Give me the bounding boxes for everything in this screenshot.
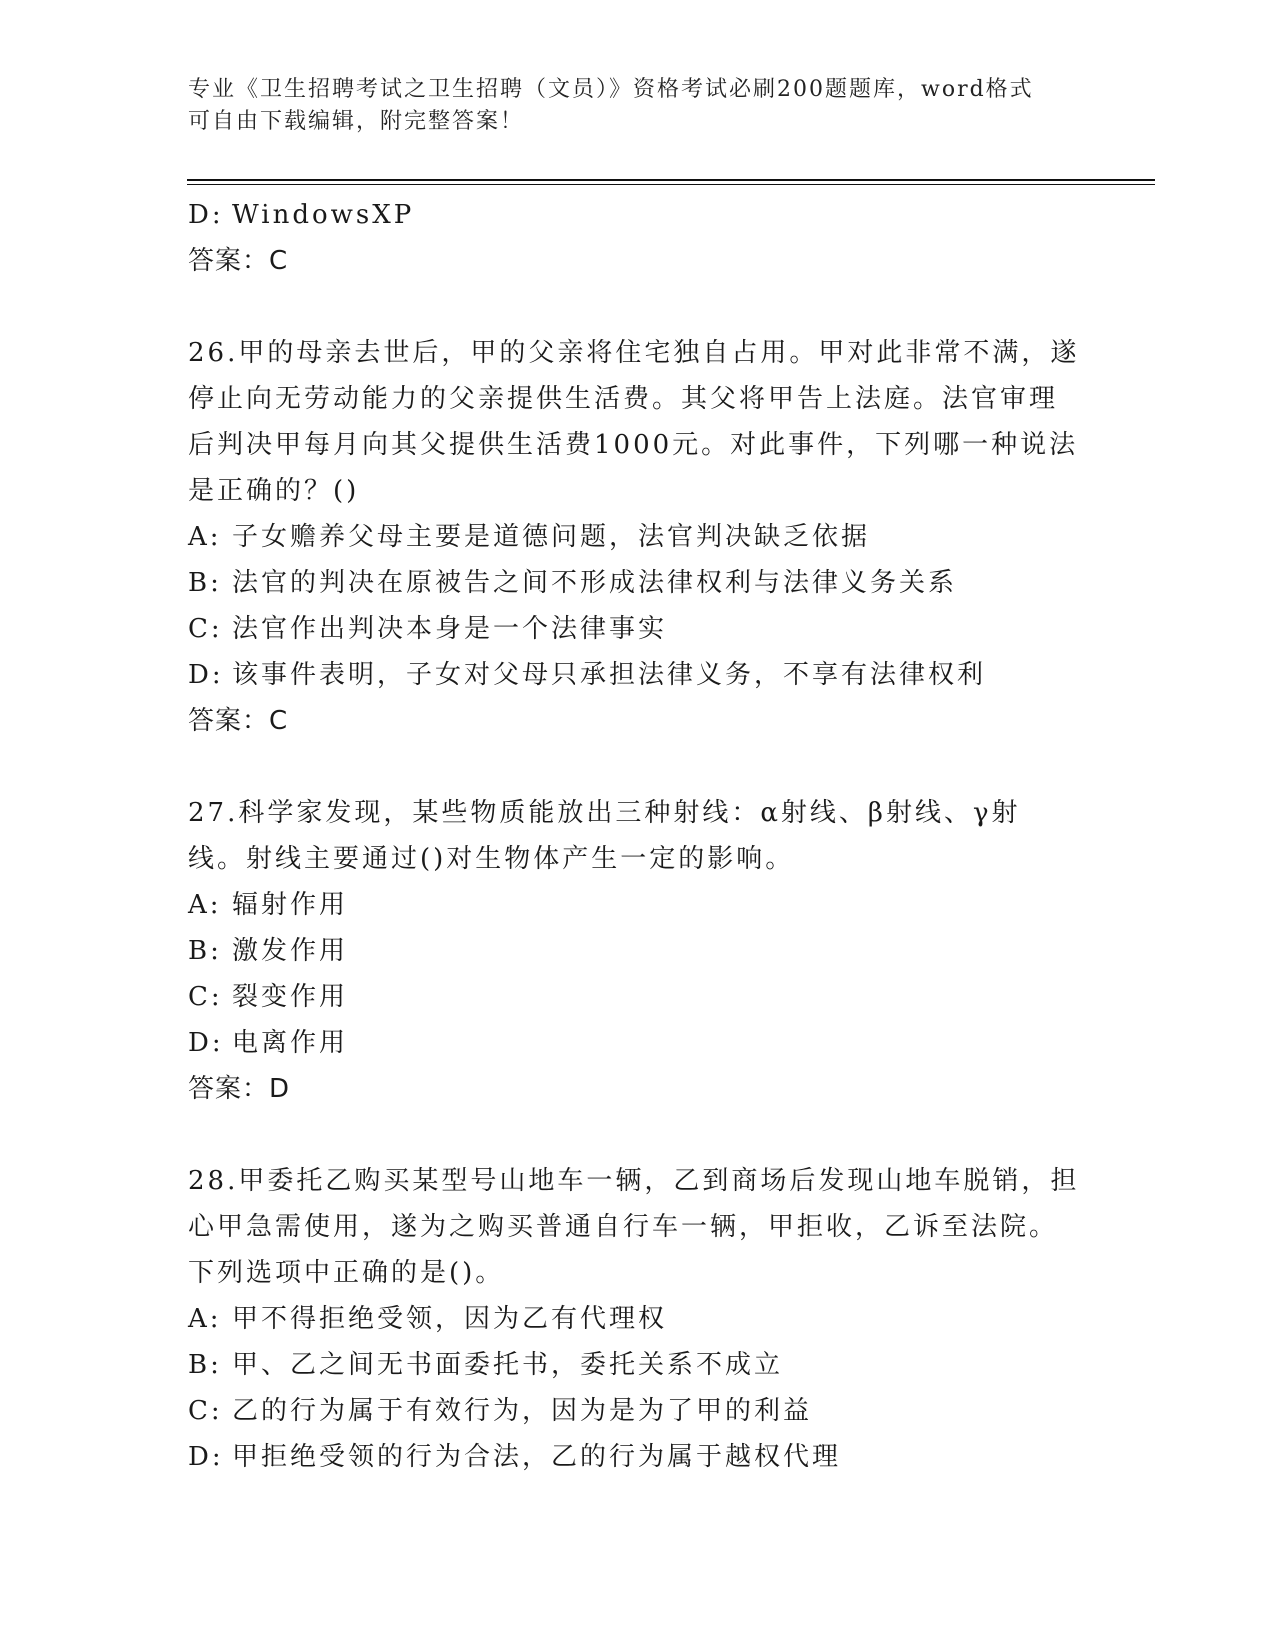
- header-rule-thin: [187, 184, 1155, 185]
- spacer: [188, 744, 1068, 790]
- option-text: 激发作用: [232, 936, 349, 966]
- option-c: [188, 1388, 1068, 1434]
- option-label: B:: [188, 936, 222, 966]
- question-stem-line: 是正确的？(): [188, 476, 360, 506]
- option-text: WindowsXP: [232, 200, 415, 230]
- option-b: [188, 560, 1068, 606]
- option-text: 该事件表明，子女对父母只承担法律义务，不享有法律权利: [232, 660, 987, 690]
- question-stem-line: 心甲急需使用，遂为之购买普通自行车一辆，甲拒收，乙诉至法院。: [188, 1212, 1059, 1242]
- option-text: 甲拒绝受领的行为合法，乙的行为属于越权代理: [232, 1442, 842, 1472]
- option-label: A:: [188, 522, 222, 552]
- option-label: B:: [188, 568, 222, 598]
- option-text: 电离作用: [232, 1028, 349, 1058]
- answer: 答案：D: [188, 1074, 291, 1104]
- option-b: [188, 1342, 1068, 1388]
- option-label: D:: [188, 200, 224, 230]
- option-a: [188, 1296, 1068, 1342]
- option-d: [188, 652, 1068, 698]
- option-text: 乙的行为属于有效行为，因为是为了甲的利益: [232, 1396, 813, 1426]
- option-label: D:: [188, 1028, 224, 1058]
- question-27: [188, 790, 1068, 1112]
- option-text: 甲不得拒绝受领，因为乙有代理权: [232, 1304, 668, 1334]
- option-a: [188, 882, 1068, 928]
- option-text: 法官作出判决本身是一个法律事实: [232, 614, 668, 644]
- option-label: A:: [188, 890, 222, 920]
- option-text: 甲、乙之间无书面委托书，委托关系不成立: [232, 1350, 784, 1380]
- question-stem-line: 线。射线主要通过()对生物体产生一定的影响。: [188, 844, 795, 874]
- page-header: [188, 74, 1068, 138]
- spacer: [188, 284, 1068, 330]
- option-c: [188, 606, 1068, 652]
- question-stem-line: 27.科学家发现，某些物质能放出三种射线：α射线、β射线、γ射: [188, 798, 1021, 828]
- header-line-2: 可自由下载编辑，附完整答案！: [188, 109, 525, 134]
- question-stem-line: 下列选项中正确的是()。: [188, 1258, 505, 1288]
- question-content: [188, 192, 1080, 1480]
- option-a: [188, 514, 1068, 560]
- header-rule-thick: [187, 179, 1155, 181]
- option-c: [188, 974, 1068, 1020]
- question-26: [188, 330, 1080, 744]
- answer: 答案：C: [188, 706, 289, 736]
- option-text: 子女赡养父母主要是道德问题，法官判决缺乏依据: [232, 522, 871, 552]
- prev-option-d: [188, 192, 1068, 238]
- question-stem-line: 28.甲委托乙购买某型号山地车一辆，乙到商场后发现山地车脱销，担: [188, 1166, 1080, 1196]
- option-label: C:: [188, 1396, 223, 1426]
- option-label: C:: [188, 614, 223, 644]
- option-text: 辐射作用: [232, 890, 349, 920]
- option-b: [188, 928, 1068, 974]
- option-d: [188, 1020, 1068, 1066]
- option-d: [188, 1434, 1068, 1480]
- option-text: 法官的判决在原被告之间不形成法律权利与法律义务关系: [232, 568, 958, 598]
- option-label: B:: [188, 1350, 222, 1380]
- option-label: D:: [188, 1442, 224, 1472]
- option-label: D:: [188, 660, 224, 690]
- question-stem-line: 停止向无劳动能力的父亲提供生活费。其父将甲告上法庭。法官审理: [188, 384, 1059, 414]
- prev-answer: 答案：C: [188, 246, 289, 276]
- question-stem-line: 后判决甲每月向其父提供生活费1000元。对此事件，下列哪一种说法: [188, 430, 1079, 460]
- option-label: A:: [188, 1304, 222, 1334]
- option-text: 裂变作用: [232, 982, 349, 1012]
- option-label: C:: [188, 982, 223, 1012]
- header-line-1: 专业《卫生招聘考试之卫生招聘（文员）》资格考试必刷200题题库，word格式: [188, 77, 1034, 102]
- spacer: [188, 1112, 1068, 1158]
- question-28: [188, 1158, 1080, 1480]
- question-stem-line: 26.甲的母亲去世后，甲的父亲将住宅独自占用。甲对此非常不满，遂: [188, 338, 1080, 368]
